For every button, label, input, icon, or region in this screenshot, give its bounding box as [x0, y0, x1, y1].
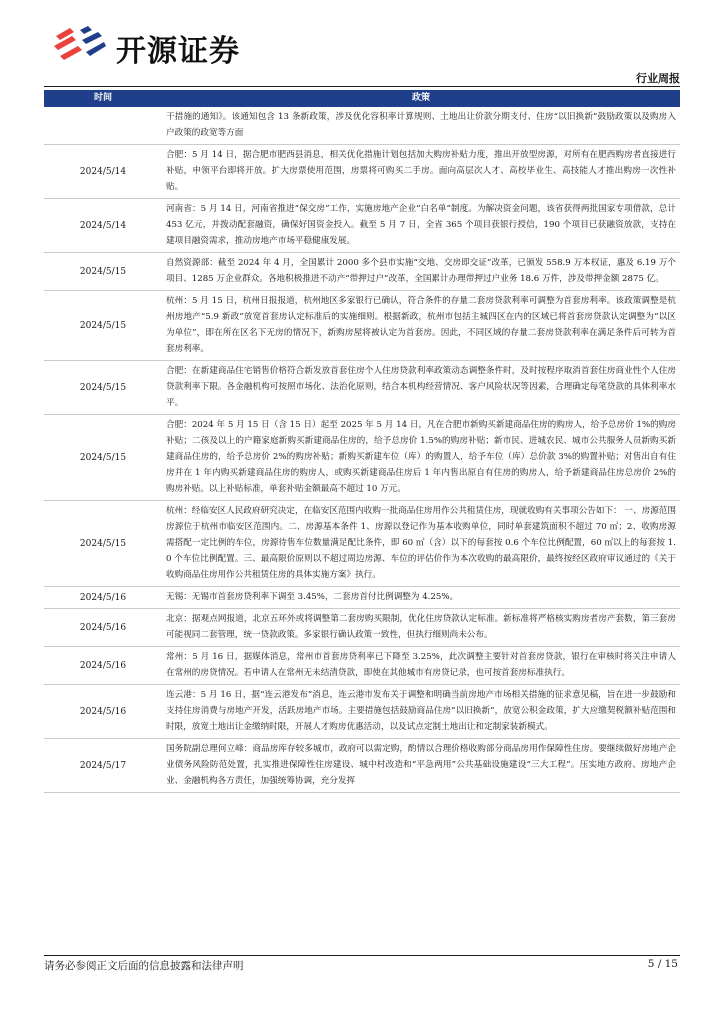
row-date: 2024/5/16: [79, 592, 127, 603]
column-header-date: 时间: [93, 93, 112, 103]
row-policy: 杭州：5 月 15 日，杭州日报报道，杭州地区多家银行已确认，符合条件的存量二套房贷款利率可调整为首套房利率。该政策调整是杭州房地产“5.9 新政”放宽首套房认定标准后的实施细则。根据新政，杭州市包括主城四区在内的区域已将首套房贷款认定调整为“以区为单位”，即在所在区名下无房的情况下，新购房屋将被认定为首套房。因此，不同区域的存量二套房贷款利率在满足条件后可转为首套房利率。: [166, 296, 676, 354]
row-policy: 国务院副总理何立峰：商品房库存较多城市，政府可以需定购，酌情以合理价格收购部分商品房用作保障性住房。要继续做好房地产企业债务风险防范处置，扎实推进保障性住房建设、城中村改造和“平急两用”公共基础设施建设“三大工程”。压实地方政府、房地产企业、金融机构各方责任，加强统筹协调，充分发挥: [166, 744, 676, 786]
page-number: 5 / 15: [647, 958, 678, 970]
row-date: 2024/5/14: [79, 166, 127, 177]
row-policy: 干措施的通知》。该通知包含 13 条新政策，涉及优化容积率计算规则、土地出让价款分期支付、住房“以旧换新”鼓励政策以及购房入户政策的政宽等方面: [166, 112, 676, 138]
table-header: [44, 90, 680, 107]
row-policy: 合肥：在新建商品住宅销售价格符合新发放首套住房个人住房贷款利率政策动态调整条件时，及时按程序取消首套住房商业性个人住房贷款利率下限。各金融机构可按照市场化、法治化原则，结合本机构经营情况、客户风险状况等因素，合理确定每笔贷款的具体利率水平。: [166, 366, 676, 408]
row-date: 2024/5/15: [79, 452, 127, 463]
table-row: [44, 291, 680, 361]
row-date: 2024/5/16: [79, 622, 127, 633]
table-row: [44, 587, 680, 609]
row-policy: 自然资源部：截至 2024 年 4 月，全国累计 2000 多个县市实施“交地、交房即交证”改革，已颁发 558.9 万本权证，惠及 6.19 万个项目、1285 万企业群众。各地积极推进不动产“带押过户”改革，全国累计办理带押过户业务 18.6 万件，涉及带押金额 2875 亿。: [166, 258, 676, 284]
table-row: [44, 145, 680, 199]
table-row: [44, 199, 680, 253]
row-date: 2024/5/16: [79, 706, 127, 717]
row-date: 2024/5/15: [79, 382, 127, 393]
table-row: [44, 415, 680, 501]
table-row: [44, 647, 680, 685]
row-policy: 杭州：经临安区人民政府研究决定，在临安区范围内收购一批商品住房用作公共租赁住房，现就收购有关事项公告如下： 一、房源范围房源位于杭州市临安区范围内。二、房源基本条件 1、房源以登记作为基本收购单位，同时单套建筑面积不超过 70 ㎡；2、收购房源需搭配一定比例的车位，房源待售车位数量满足配比条件，即 60 ㎡（含）以下的每套按 0.6 个车位比例配置，60 ㎡以上的每套按 1.0 个车位比例配置。三、最高限价原则以不超过周边房源、车位的评估价作为本次收购的最高限价，最终按经区政府审议通过的《关于收购商品住房用作公共租赁住房的具体实施方案》执行。: [166, 506, 676, 580]
row-date: 2024/5/16: [79, 660, 127, 671]
brand-logo: [52, 24, 282, 69]
brand-name: 开源证券: [116, 34, 240, 69]
row-policy: 无锡：无锡市首套房贷利率下调至 3.45%，二套房首付比例调整为 4.25%。: [166, 592, 459, 602]
brand-emblem-icon: [52, 24, 108, 64]
row-date: 2024/5/17: [79, 760, 127, 771]
row-policy: 常州：5 月 16 日，据媒体消息，常州市首套房贷利率已下降至 3.25%，此次调整主要针对首套房贷款，银行在审核时将关注申请人在常州的房贷情况。若申请人在常州无未结清贷款，即使在其他城市有房贷记录，也可按首套房标准执行。: [166, 652, 676, 678]
column-header-policy: 政策: [411, 93, 430, 103]
row-date: 2024/5/15: [79, 538, 127, 549]
row-policy: 北京：据观点网报道，北京五环外或将调整第二套房购买限制，优化住房贷款认定标准。新标准将严格核实购房者房产套数，第三套房可能视同二套管理，统一贷款政策。多家银行确认政策一致性，但执行细则尚未公布。: [166, 614, 676, 640]
footer-divider: [44, 955, 680, 956]
table-row: [44, 253, 680, 291]
row-policy: 合肥：2024 年 5 月 15 日（含 15 日）起至 2025 年 5 月 14 日，凡在合肥市新购买新建商品住房的购房人，给予总房价 1%的购房补贴；二孩及以上的户籍家庭新购买新建商品住房的，给予总房价 1.5%的购房补贴；新市民、进城农民、城市公共服务人员新购买新建商品住房的，给予总房价 2%的购房补贴；新购买新建车位（库）的购置人，给予车位（库）总价款 3%的购置补贴；对售出自有住房并在 1 年内购买新建商品住房的购房人，或购买新建商品住房后 1 年内售出原自有住房的购房人，给予新建商品住房总房价 2%的购房补贴。以上补贴标准，单套补贴金额最高不超过 10 万元。: [166, 420, 676, 494]
row-date: [44, 107, 162, 144]
row-policy: 合肥：5 月 14 日，据合肥市肥西县消息，相关优化措施计划包括加大购房补贴力度，推出开放型房源，对所有在肥西购房者直接进行补贴，申领平台即将开放。扩大房票使用范围，房票将可购买二手房。面向高层次人才、高校毕业生、高技能人才推出购房一次性补贴。: [166, 150, 676, 192]
row-policy: 连云港：5 月 16 日，据“连云港发布”消息，连云港市发布关于调整和明确当前房地产市场相关措施的征求意见稿，旨在进一步鼓励和支持住房消费与房地产开发，活跃房地产市场。主要措施包括鼓励商品住房“以旧换新”，放宽公积金政策，扩大应缴契税额补贴范围和时限，放宽土地出让金缴纳时限，开展人才购房优惠活动，以及试点定制土地出让和定制家装新模式。: [166, 690, 676, 732]
disclaimer-text: 请务必参阅正文后面的信息披露和法律声明: [44, 960, 244, 972]
policy-table: [44, 90, 680, 793]
header-divider: [44, 86, 680, 87]
row-date: 2024/5/15: [79, 266, 127, 277]
table-row: [44, 609, 680, 647]
row-date: 2024/5/14: [79, 220, 127, 231]
row-policy: 河南省：5 月 14 日，河南省推进“保交房”工作，实施房地产企业“白名单”制度。为解决资金问题，该省获得两批国家专项借款，总计 453 亿元，并拨动配套融资，确保好国资金投入。截至 5 月 7 日，全省 365 个项目获银行授信，190 个项目已获融资放款，支持在建项目融资需求，推动房地产市场平稳健康发展。: [166, 204, 676, 246]
section-label: 行业周报: [636, 72, 680, 85]
table-row: [44, 107, 680, 145]
table-row: [44, 501, 680, 587]
row-date: 2024/5/15: [79, 320, 127, 331]
table-row: [44, 739, 680, 793]
table-row: [44, 685, 680, 739]
table-row: [44, 361, 680, 415]
